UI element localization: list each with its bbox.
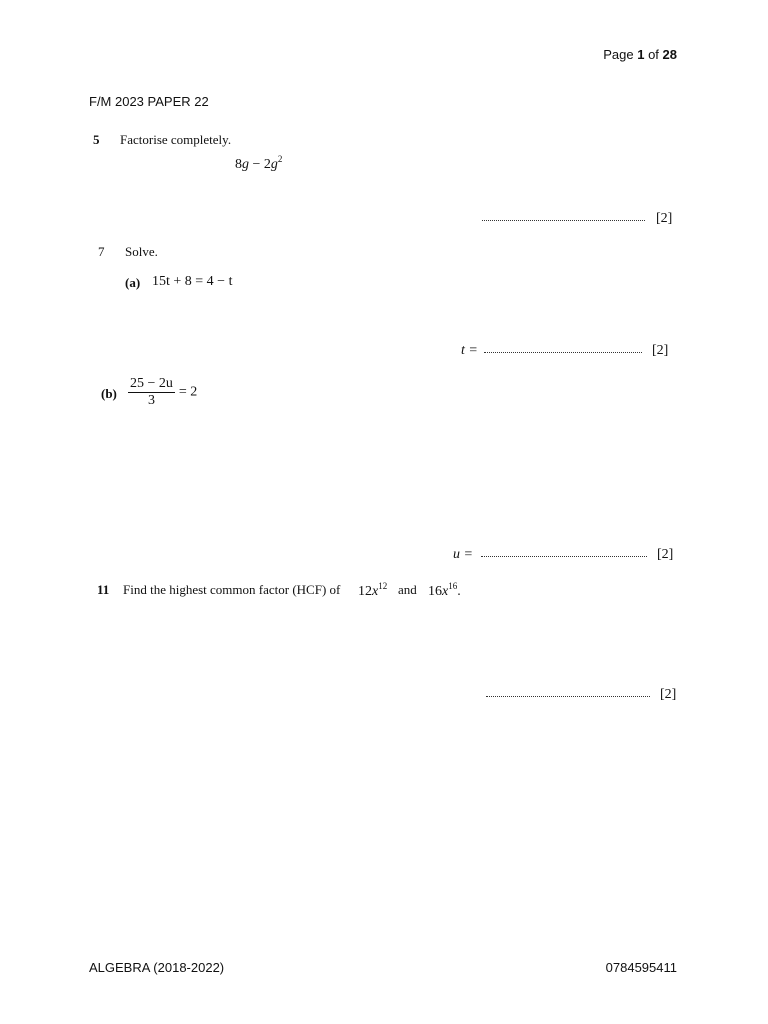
question-5-text: Factorise completely. bbox=[120, 132, 232, 147]
footer-subject: ALGEBRA (2018-2022) bbox=[89, 960, 225, 975]
question-7-text: Solve. bbox=[125, 244, 158, 259]
question-7b-fraction bbox=[128, 376, 175, 409]
question-7b-denominator: 3 bbox=[128, 392, 175, 409]
question-11-term-1: $12x^{12}$ bbox=[358, 581, 388, 599]
page-number bbox=[603, 47, 677, 62]
question-7b-numerator: 25 − 2u bbox=[130, 376, 173, 391]
question-7b-label: (b) bbox=[101, 386, 117, 401]
question-5-number: 5 bbox=[93, 132, 100, 147]
question-5-answer-line[interactable] bbox=[482, 211, 645, 229]
question-11-term-2: $16x^{16}$. bbox=[428, 581, 461, 599]
question-7a-answer-line[interactable] bbox=[484, 343, 642, 361]
question-7a-expression: 15t + 8 = 4 − t bbox=[152, 274, 233, 289]
paper-title: F/M 2023 PAPER 22 bbox=[89, 94, 209, 109]
question-7b-expression bbox=[128, 376, 197, 409]
footer-phone: 0784595411 bbox=[605, 960, 677, 975]
question-11-mark: [2] bbox=[660, 687, 677, 702]
page-of: of bbox=[648, 47, 659, 62]
question-11-number: 11 bbox=[97, 582, 110, 597]
question-7b-answer-line[interactable] bbox=[481, 547, 647, 565]
question-7b-answer-variable: u = bbox=[453, 547, 473, 562]
question-7a-mark: [2] bbox=[652, 343, 669, 358]
page-total: 28 bbox=[662, 47, 677, 62]
question-7a-label: (a) bbox=[125, 275, 141, 290]
page-label: Page bbox=[603, 47, 634, 62]
question-7a-answer-variable: t = bbox=[461, 343, 478, 358]
question-7b-rhs: = 2 bbox=[178, 384, 198, 400]
question-7-number: 7 bbox=[98, 244, 105, 259]
question-5-mark: [2] bbox=[656, 211, 673, 226]
question-7b-mark: [2] bbox=[657, 547, 674, 562]
question-11-answer-line[interactable] bbox=[486, 687, 650, 705]
question-5-expression: $8g - 2g^2$ bbox=[235, 154, 283, 172]
page-current: 1 bbox=[637, 47, 645, 62]
question-11-and: and bbox=[398, 582, 417, 597]
question-11-text: Find the highest common factor (HCF) of bbox=[123, 582, 341, 597]
